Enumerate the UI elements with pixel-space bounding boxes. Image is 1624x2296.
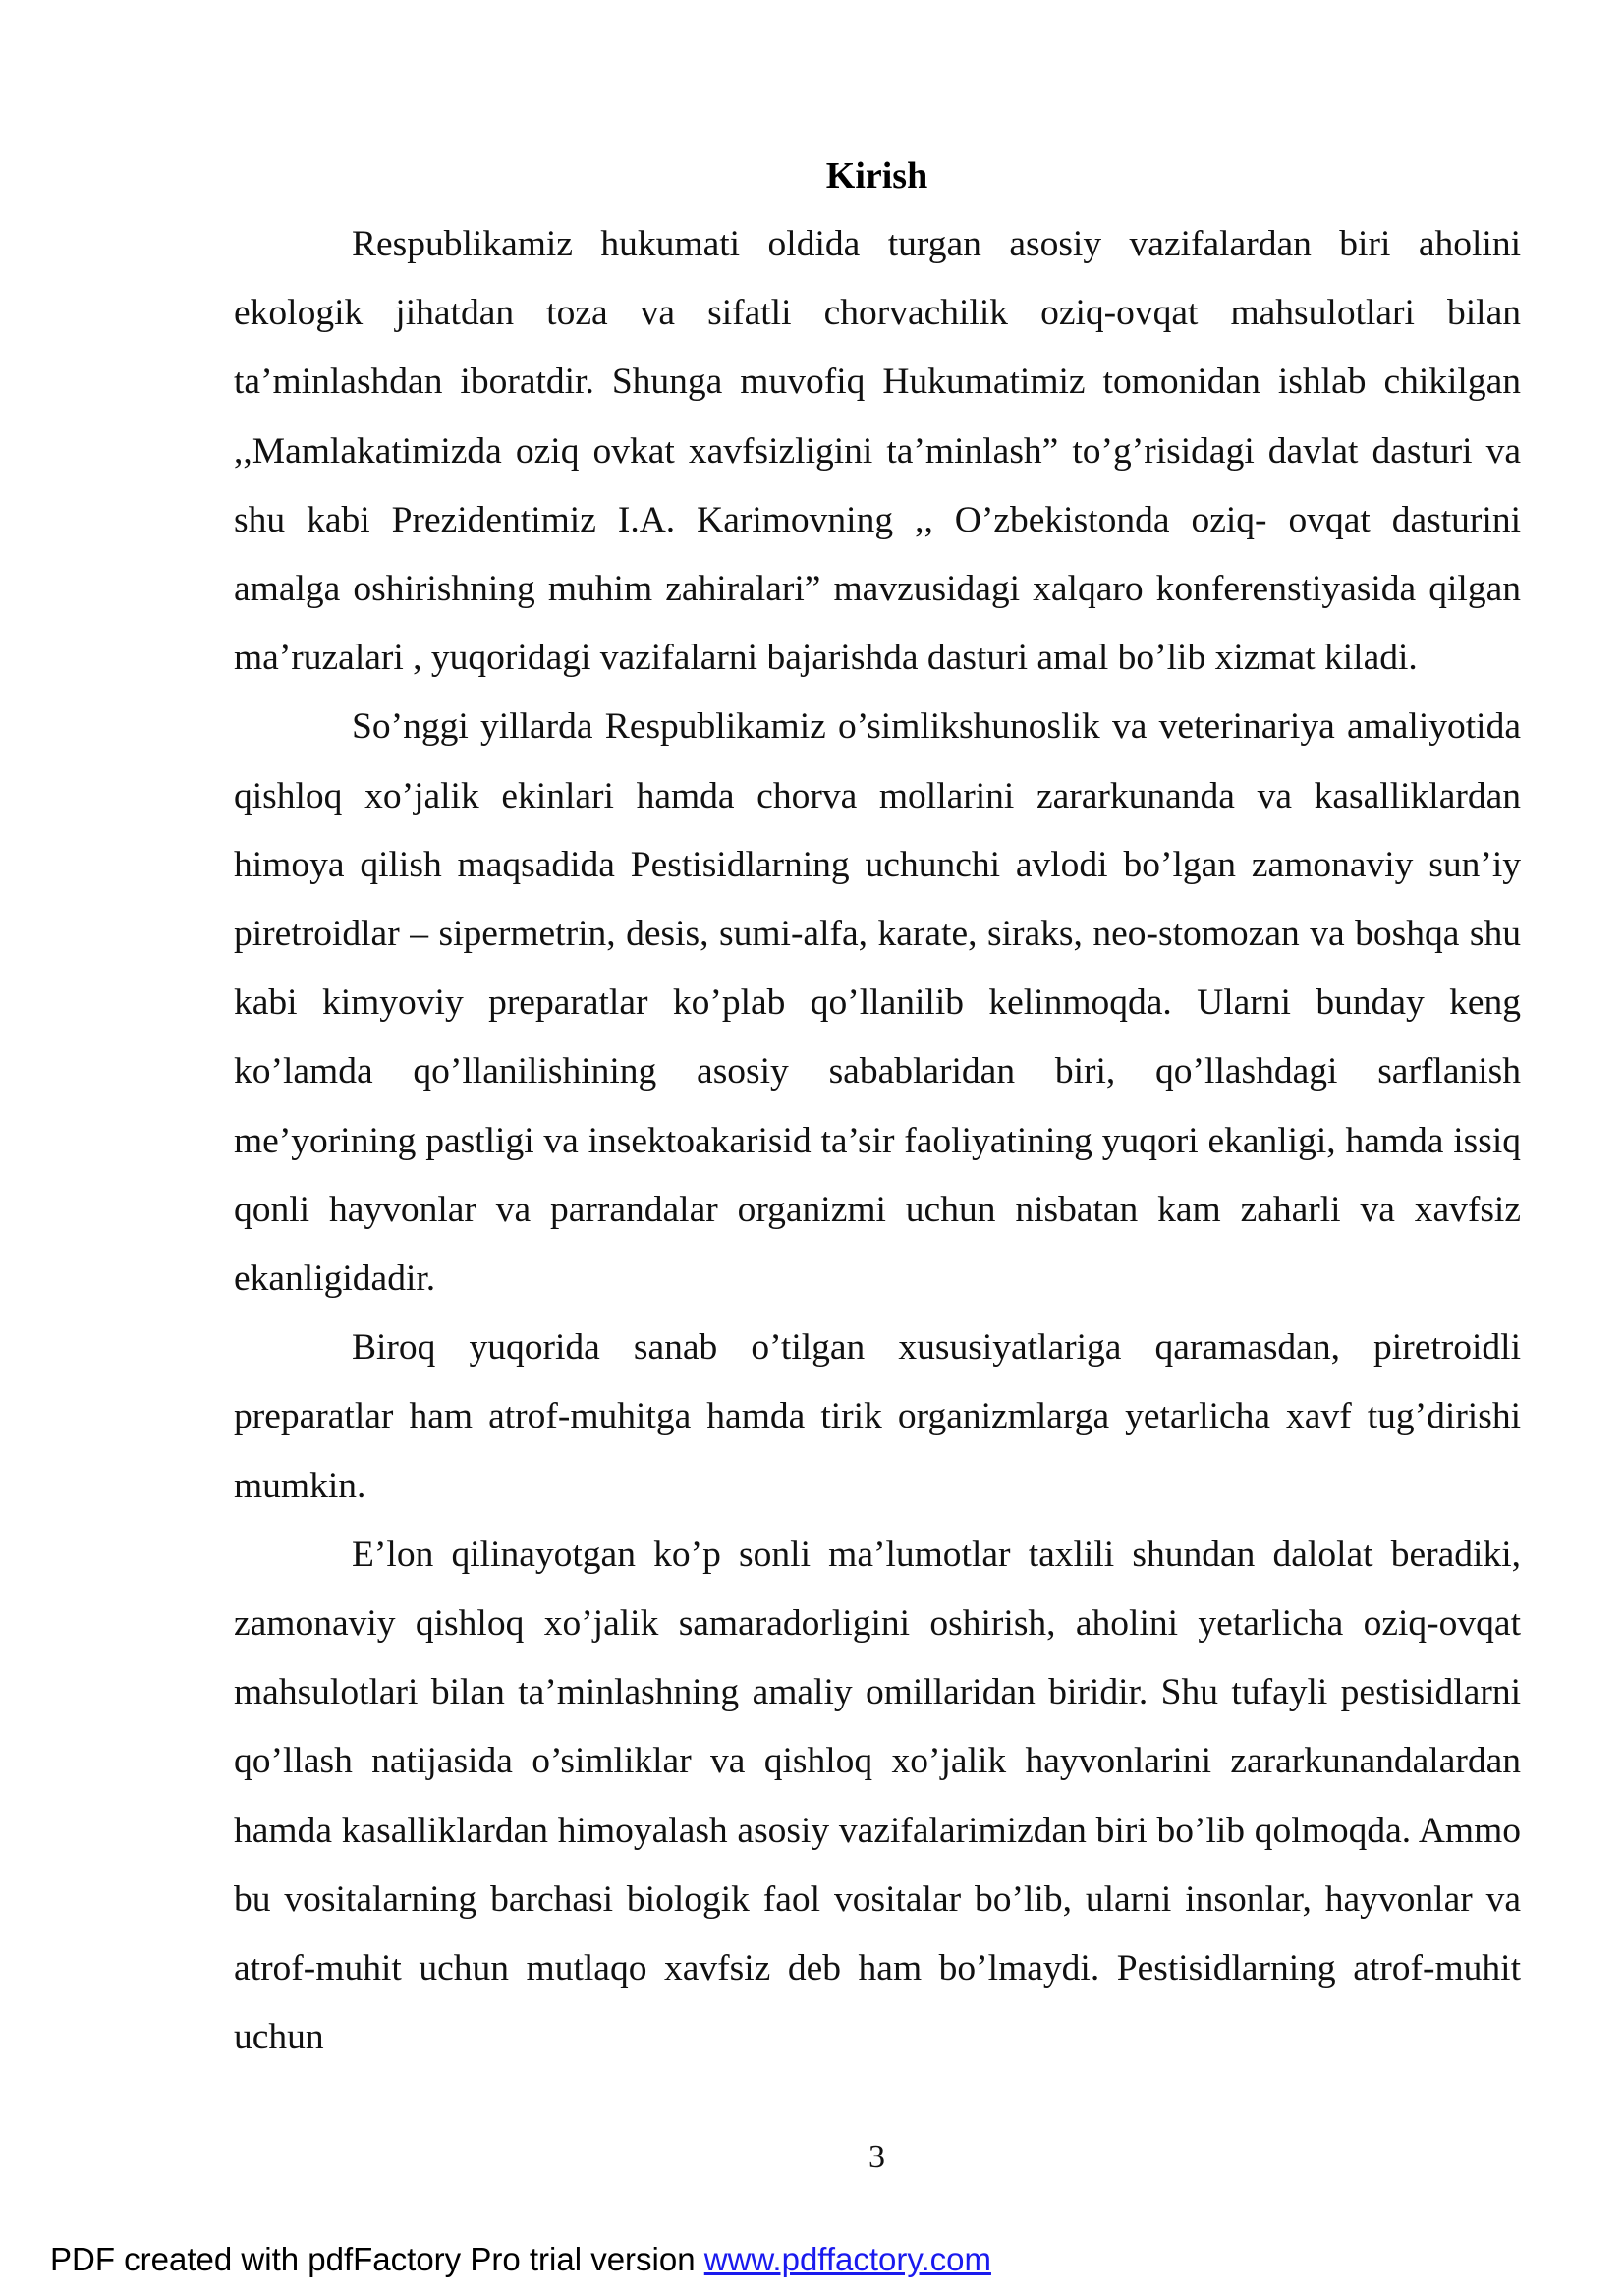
footer-link[interactable]: www.pdffactory.com xyxy=(703,2241,991,2277)
paragraph-analysis: E’lon qilinayotgan ko’p sonli ma’lumotlar taxlili shundan dalolat beradiki, zamonaviy qishloq xo’jalik samaradorligini oshirish, aholini yetarlicha oziq-ovqat mahsulotlari bilan ta’minlashning amaliy omillaridan biridir. Shu tufayli pestisidlarni qo’llash natijasida o’simliklar va qishloq xo’jalik hayvonlarini zararkunandalardan hamda kasalliklardan himoyalash asosiy vazifalarimizdan biri bo’lib qolmoqda. Ammo bu vositalarning barchasi biologik faol vositalar bo’lib, ularni insonlar, hayvonlar va atrof-muhit uchun mutlaqo xavfsiz deb ham bo’lmaydi. Pestisidlarning atrof-muhit uchun xyxy=(234,1534,1521,2058)
page-number: 3 xyxy=(868,2139,885,2175)
document-body xyxy=(234,210,1521,2072)
pdf-footer xyxy=(50,2240,991,2279)
document-title: Kirish xyxy=(825,155,928,196)
paragraph-risks: Biroq yuqorida sanab o’tilgan xususiyatlariga qaramasdan, piretroidli preparatlar ham atrof-muhitga hamda tirik organizmlarga yetarlicha xavf tug’dirishi mumkin. xyxy=(234,1327,1521,1506)
footer-text: PDF created with pdfFactory Pro trial version xyxy=(50,2241,704,2277)
paragraph-intro: Respublikamiz hukumati oldida turgan asosiy vazifalardan biri aholini ekologik jihatdan toza va sifatli chorvachilik oziq-ovqat mahsulotlari bilan ta’minlashdan iboratdir. Shunga muvofiq Hukumatimiz tomonidan ishlab chikilgan ,,Mamlakatimizda oziq ovkat xavfsizligini ta’minlash” to’g’risidagi davlat dasturi va shu kabi Prezidentimiz I.A. Karimovning ,, O’zbekistonda oziq- ovqat dasturini amalga oshirishning muhim zahiralari” mavzusidagi xalqaro konferenstiyasida qilgan ma’ruzalari , yuqoridagi vazifalarni bajarishda dasturi amal bo’lib xizmat kiladi. xyxy=(234,224,1521,679)
paragraph-piretroids: So’nggi yillarda Respublikamiz o’simlikshunoslik va veterinariya amaliyotida qishloq xo’jalik ekinlari hamda chorva mollarini zararkunanda va kasalliklardan himoya qilish maqsadida Pestisidlarning uchunchi avlodi bo’lgan zamonaviy sun’iy piretroidlar – sipermetrin, desis, sumi-alfa, karate, siraks, neo-stomozan va boshqa shu kabi kimyoviy preparatlar ko’plab qo’llanilib kelinmoqda. Ularni bunday keng ko’lamda qo’llanilishining asosiy sabablaridan biri, qo’llashdagi sarflanish me’yorining pastligi va insektoakarisid ta’sir faoliyatining yuqori ekanligi, hamda issiq qonli hayvonlar va parrandalar organizmi uchun nisbatan kam zaharli va xavfsiz ekanligidadir. xyxy=(234,706,1521,1300)
